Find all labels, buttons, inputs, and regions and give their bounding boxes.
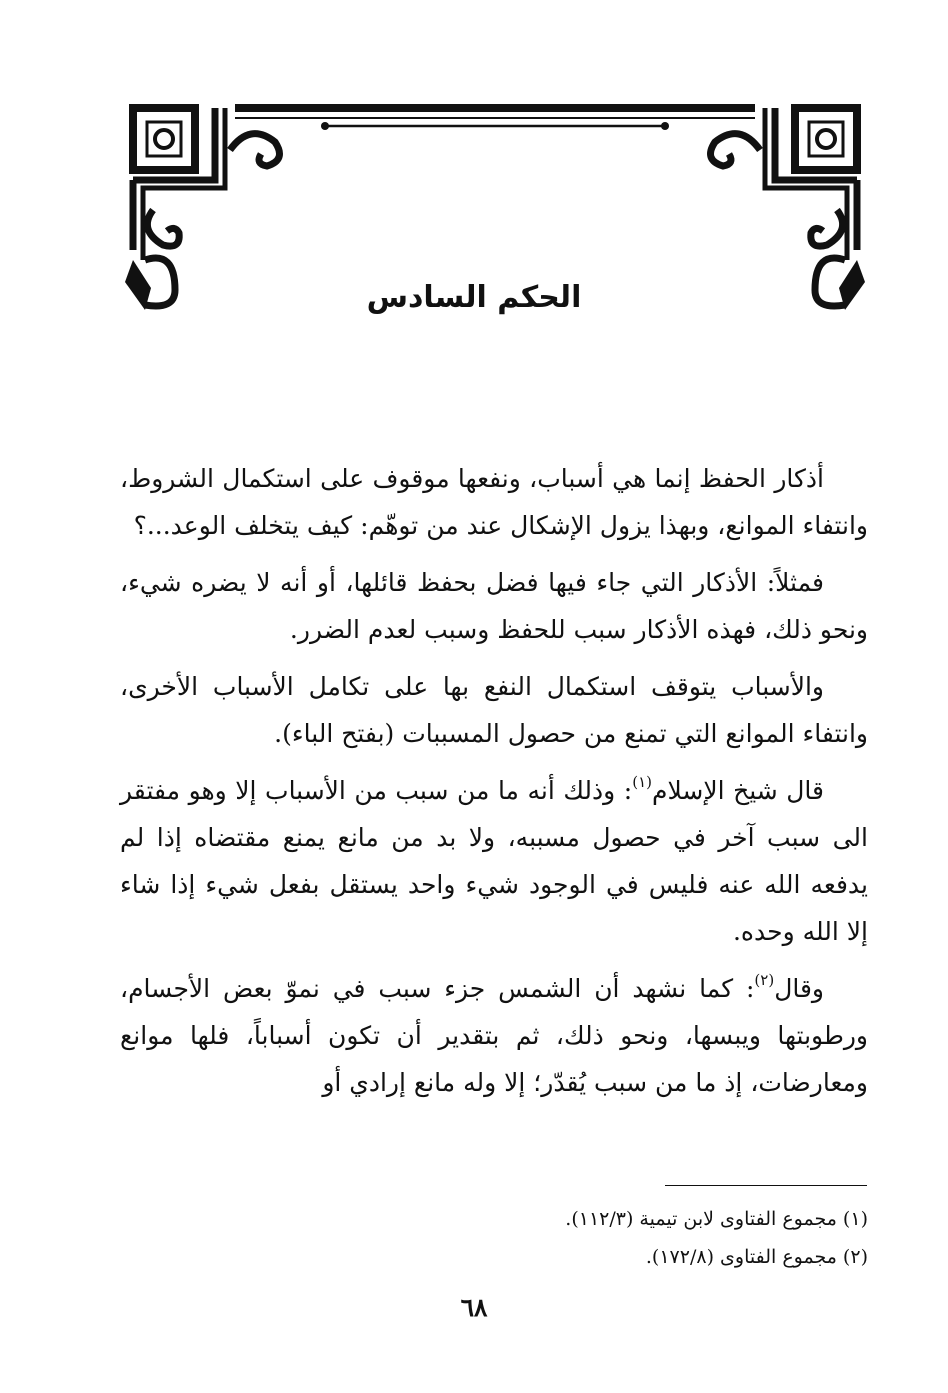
- paragraph-rest: : وذلك أنه ما من سبب من الأسباب إلا وهو مفتقر الى سبب آخر في حصول مسببه، ولا بد من مانع يمنع مقتضاه إذا لم يدفعه الله عنه فليس في الوجود شيء واحد يستقل بفعل شيء إذا شاء إلا الله وحده.: [120, 776, 868, 946]
- footnote: (٢) مجموع الفتاوى (١٧٢/٨).: [645, 1246, 868, 1268]
- paragraph: والأسباب يتوقف استكمال النفع بها على تكامل الأسباب الأخرى، وانتفاء الموانع التي تمنع من حصول المسببات (بفتح الباء).: [120, 672, 868, 748]
- paragraph-lead: قال شيخ الإسلام: [651, 776, 824, 805]
- chapter-title: الحكم السادس: [366, 280, 582, 315]
- footnotes: [120, 1200, 868, 1276]
- paragraph: [120, 767, 868, 955]
- footnote-ref[interactable]: (٢): [754, 971, 775, 989]
- paragraph: فمثلاً: الأذكار التي جاء فيها فضل بحفظ قائلها، أو أنه لا يضره شيء، ونحو ذلك، فهذه الأذكار سبب للحفظ وسبب لعدم الضرر.: [120, 568, 868, 644]
- paragraph-rest: : كما نشهد أن الشمس جزء سبب في نموّ بعض الأجسام، ورطوبتها ويبسها، ونحو ذلك، ثم بتقدير أن تكون أسباباً، فلها موانع ومعارضات، إذ ما من سبب يُقدّر؛ إلا وله مانع إرادي أو: [120, 974, 868, 1097]
- body-text: [120, 455, 868, 1116]
- footnote-separator: [665, 1185, 867, 1186]
- page-number: ٦٨: [460, 1293, 488, 1322]
- footnote: (١) مجموع الفتاوى لابن تيمية (١١٢/٣).: [565, 1208, 868, 1230]
- paragraph: [120, 965, 868, 1106]
- footnote-ref[interactable]: (١): [632, 773, 652, 791]
- paragraph-lead: وقال: [774, 974, 824, 1003]
- paragraph: أذكار الحفظ إنما هي أسباب، ونفعها موقوف على استكمال الشروط، وانتفاء الموانع، وبهذا يزول الإشكال عند من توهّم: كيف يتخلف الوعد...؟: [120, 464, 868, 540]
